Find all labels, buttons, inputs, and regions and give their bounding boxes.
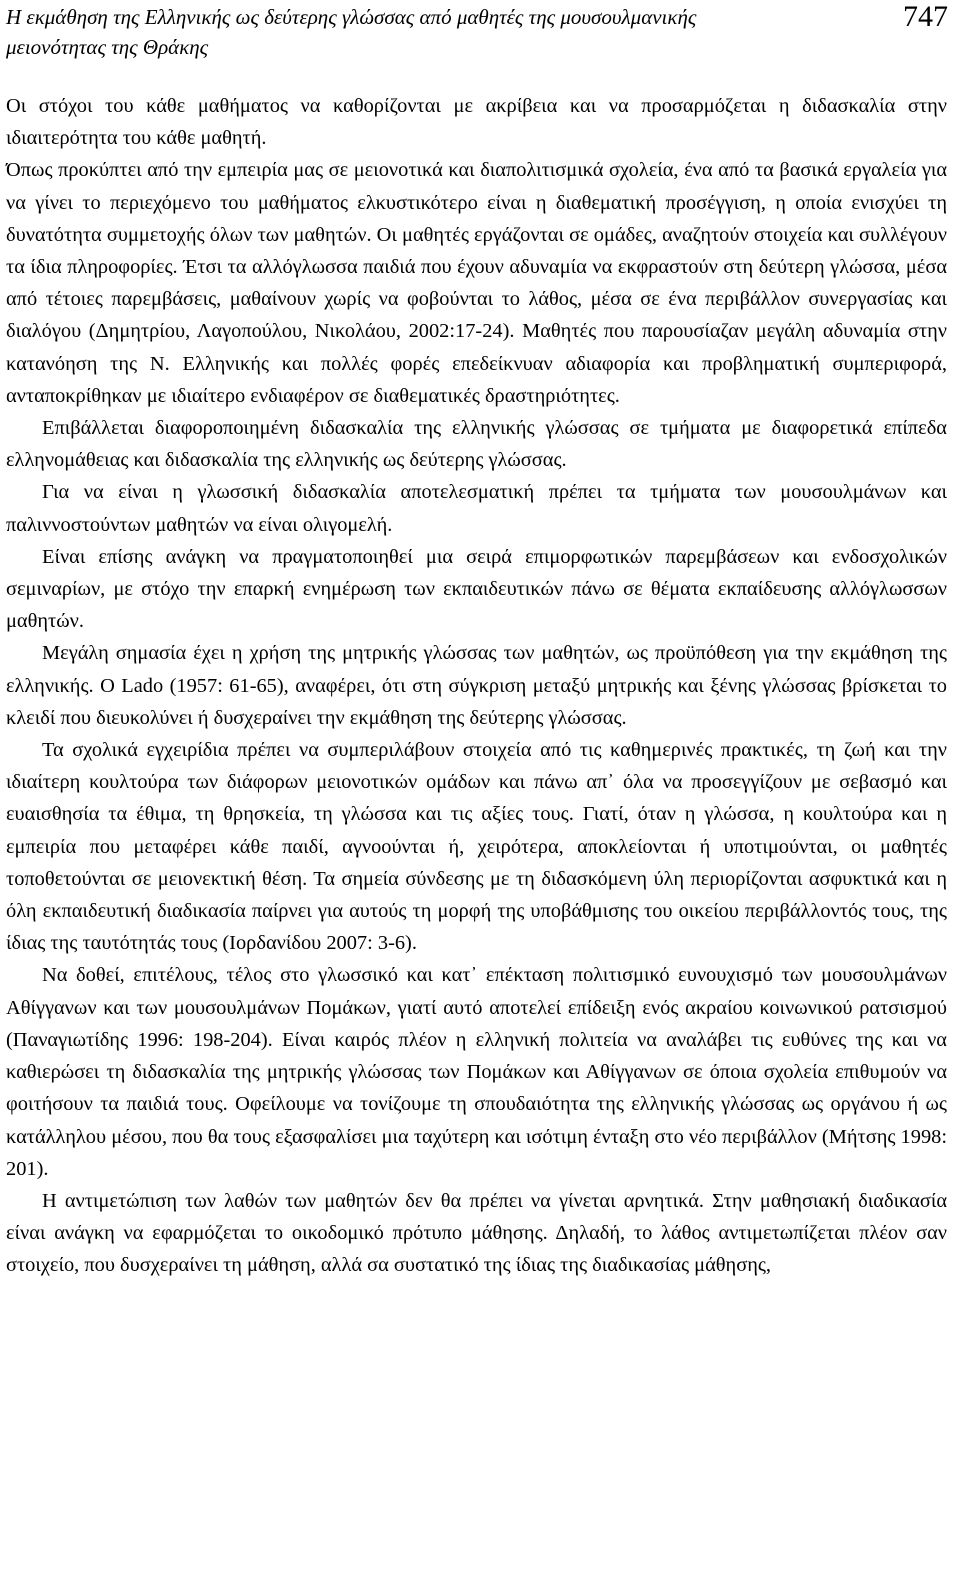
paragraph: Να δοθεί, επιτέλους, τέλος στο γλωσσικό και κατ᾽ επέκταση πολιτισμικό ευνουχισμό των μουσουλμάνων Αθίγγανων και των μουσουλμάνων Πομάκων, γιατί αυτό αποτελεί επίδειξη ενός ακραίου κοινωνικού ρατσισμού (Παναγιωτίδης 1996: 198-204). Είναι καιρός πλέον η ελληνική πολιτεία να αναλάβει τις ευθύνες της και να καθιερώσει τη διδασκαλία της μητρικής γλώσσας των Πομάκων και Αθίγγανων σε όποια σχολεία επιθυμούν να φοιτήσουν τα παιδιά τους. Οφείλουμε να τονίζουμε τη σπουδαιότητα της ελληνικής γλώσσας ως οργάνου ή ως κατάλληλου μέσου, που θα τους εξασφαλίσει μια ταχύτερη και ισότιμη ένταξη στο νέο περιβάλλον (Μήτσης 1998: 201). [6,964,947,1180]
paragraph: Είναι επίσης ανάγκη να πραγματοποιηθεί μια σειρά επιμορφωτικών παρεμβάσεων και ενδοσχολικών σεμιναρίων, με στόχο την επαρκή ενημέρωση των εκπαιδευτικών πάνω σε θέματα εκπαίδευσης αλλόγλωσσων μαθητών. [6,545,947,633]
paragraph: Όπως προκύπτει από την εμπειρία μας σε μειονοτικά και διαπολιτισμικά σχολεία, ένα από τα βασικά εργαλεία για να γίνει το περιεχόμενο του μαθήματος ελκυστικότερο είναι η διαθεματική προσέγγιση, η οποία ενισχύει τη δυνατότητα συμμετοχής όλων των μαθητών. Οι μαθητές εργάζονται σε ομάδες, αναζητούν στοιχεία και συλλέγουν τα ίδια πληροφορίες. Έτσι τα αλλόγλωσσα παιδιά που έχουν αδυναμία να εκφραστούν στη δεύτερη γλώσσα, μέσα από τέτοιες παρεμβάσεις, μαθαίνουν χωρίς να φοβούνται το λάθος, μέσα σε ένα περιβάλλον συνεργασίας και διαλόγου (Δημητρίου, Λαγοπούλου, Νικολάου, 2002:17-24). Μαθητές που παρουσίαζαν μεγάλη αδυναμία στην κατανόηση της Ν. Ελληνικής και πολλές φορές επεδείκνυαν αδιαφορία και προβληματική συμπεριφορά, ανταποκρίθηκαν με ιδιαίτερο ενδιαφέρον σε διαθεματικές δραστηριότητες. [6,159,947,407]
paragraph: Τα σχολικά εγχειρίδια πρέπει να συμπεριλάβουν στοιχεία από τις καθημερινές πρακτικές, τη ζωή και την ιδιαίτερη κουλτούρα των διάφορων μειονοτικών ομάδων και πάνω απ᾽ όλα να προσεγγίζουν με σεβασμό και ευαισθησία τα έθιμα, τη θρησκεία, τη γλώσσα και τις αξίες τους. Γιατί, όταν η γλώσσα, η κουλτούρα και η εμπειρία που μεταφέρει κάθε παιδί, αγνοούνται ή, χειρότερα, αποκλείονται ή υποτιμούνται, οι μαθητές τοποθετούνται σε μειονεκτική θέση. Τα σημεία σύνδεσης με τη διδασκόμενη ύλη περιορίζονται ασφυκτικά και η όλη εκπαιδευτική διαδικασία παίρνει για αυτούς τη μορφή της υποβάθμισης του οικείου περιβάλλοντός τους, της ίδιας της ταυτότητάς τους (Ιορδανίδου 2007: 3-6). [6,739,947,955]
running-header: Η εκμάθηση της Ελληνικής ως δεύτερης γλώσσας από μαθητές της μουσουλμανικής μειονότητας της Θράκης [6,5,697,59]
body-text [6,90,947,1282]
paragraph: Η αντιμετώπιση των λαθών των μαθητών δεν θα πρέπει να γίνεται αρνητικά. Στην μαθησιακή διαδικασία είναι ανάγκη να εφαρμόζεται το οικοδομικό πρότυπο μάθησης. Δηλαδή, το λάθος αντιμετωπίζεται πλέον σαν στοιχείο, που δυσχεραίνει τη μάθηση, αλλά σα συστατικό της ίδιας της διαδικασίας μάθησης, [6,1189,947,1277]
paragraph: Οι στόχοι του κάθε μαθήματος να καθορίζονται με ακρίβεια και να προσαρμόζεται η διδασκαλία στην ιδιαιτερότητα του κάθε μαθητή. [6,95,947,150]
paragraph: Επιβάλλεται διαφοροποιημένη διδασκαλία της ελληνικής γλώσσας σε τμήματα με διαφορετικά επίπεδα ελληνομάθειας και διδασκαλία της ελληνικής ως δεύτερης γλώσσας. [6,417,947,472]
paragraph: Για να είναι η γλωσσική διδασκαλία αποτελεσματική πρέπει τα τμήματα των μουσουλμάνων και παλιννοστούντων μαθητών να είναι ολιγομελή. [6,481,947,536]
page-number: 747 [903,0,948,33]
paragraph: Μεγάλη σημασία έχει η χρήση της μητρικής γλώσσας των μαθητών, ως προϋπόθεση για την εκμάθηση της ελληνικής. Ο Lado (1957: 61-65), αναφέρει, ότι στη σύγκριση μεταξύ μητρικής και ξένης γλώσσας βρίσκεται το κλειδί που διευκολύνει ή δυσχεραίνει την εκμάθηση της δεύτερης γλώσσας. [6,642,947,729]
